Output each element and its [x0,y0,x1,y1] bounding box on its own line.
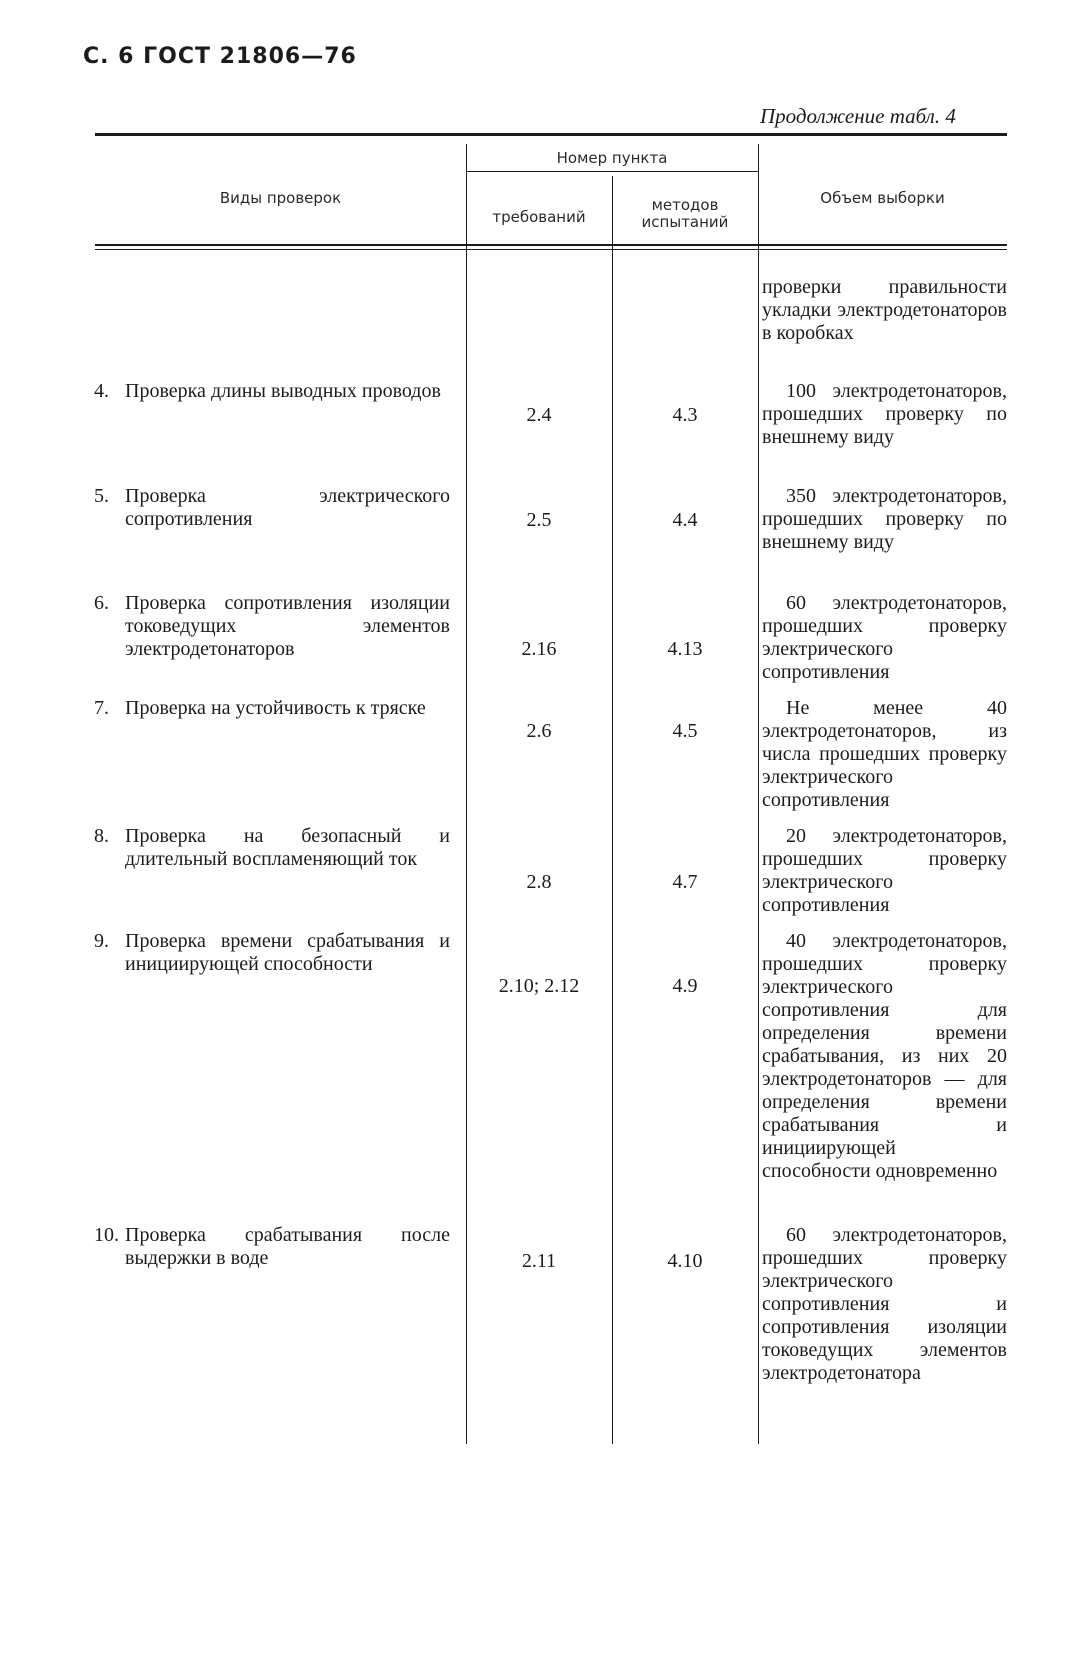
check-type: Проверка длины выводных проводов [125,380,441,402]
table-row-9-name [94,930,450,976]
column-divider-3 [758,144,759,1444]
header-item-number: Номер пункта [556,149,668,167]
table-row-5-name [94,485,450,531]
table-row-4-met: 4.3 [672,404,698,426]
table-row-5-req: 2.5 [526,509,552,531]
check-type: Проверка времени срабатывания и инициирующей способности [125,930,450,975]
table-row-7-name [94,697,450,720]
sample-size-text: 60 электродетонаторов, прошедших проверку электрического сопротивления и сопротивления изоляции токоведущих элементов электродетонатора [762,1224,1007,1384]
table-row-9-volume [762,930,1007,1183]
page-header: С. 6 ГОСТ 21806—76 [83,44,357,69]
sample-size-text: 100 электродетонаторов, прошедших проверку по внешнему виду [762,380,1007,448]
table-row-4-name [94,380,450,403]
column-divider-1 [466,144,467,1444]
table-row-7-req: 2.6 [526,720,552,742]
table-row-10-name [94,1224,450,1270]
sample-size-text: 40 электродетонаторов, прошедших проверку электрического сопротивления для определения времени срабатывания, из них 20 электродетонаторов — для определения времени срабатывания и инициирующей способности одновременно [762,930,1007,1182]
header-test-methods [612,197,758,231]
check-type: Проверка срабатывания после выдержки в воде [125,1224,450,1269]
header-bottom-rule-1 [95,244,1007,246]
sample-size-text: 60 электродетонаторов, прошедших проверку электрического сопротивления [762,592,1007,683]
check-type: Проверка сопротивления изоляции токоведущих элементов электродетонаторов [125,592,450,660]
table-row-5-volume [762,485,1007,554]
check-type: Проверка на устойчивость к тряске [125,697,426,719]
header-test-methods-line2: испытаний [641,213,729,231]
header-sample-size: Объем выборки [820,189,945,207]
table-row-8-met: 4.7 [672,871,698,893]
table-row-4-req: 2.4 [526,404,552,426]
row-number: 9. [94,930,109,952]
table-row-4-volume [762,380,1007,449]
carryover-sample-size-text: проверки правильности укладки электродетонаторов в коробках [762,276,1007,344]
table-row-6-volume [762,592,1007,684]
table-top-rule [95,133,1007,136]
header-check-types: Виды проверок [219,189,342,207]
table-row-7-met: 4.5 [672,720,698,742]
table-row-8-name [94,825,450,871]
header-requirements: требований [492,208,586,226]
table-row-6-name [94,592,450,661]
carryover-sample-size [762,276,1007,345]
sample-size-text: 20 электродетонаторов, прошедших проверку электрического сопротивления [762,825,1007,916]
sample-size-text: Не менее 40 электродетонаторов, из числа прошедших проверку электрического сопротивления [762,697,1007,811]
table-row-9-met: 4.9 [672,975,698,997]
table-row-8-volume [762,825,1007,917]
table-row-9-req: 2.10; 2.12 [498,975,580,997]
row-number: 8. [94,825,109,847]
header-test-methods-line1: методов [651,196,719,214]
table-row-10-volume [762,1224,1007,1385]
row-number: 10. [94,1224,119,1246]
header-bottom-rule-2 [95,249,1007,250]
table-row-5-met: 4.4 [672,509,698,531]
table-row-7-volume [762,697,1007,812]
table-row-6-met: 4.13 [667,638,703,660]
row-number: 4. [94,380,109,402]
table-row-10-met: 4.10 [667,1250,703,1272]
check-type: Проверка на безопасный и длительный воспламеняющий ток [125,825,450,870]
table-row-8-req: 2.8 [526,871,552,893]
row-number: 5. [94,485,109,507]
table-continuation-label: Продолжение табл. 4 [760,104,956,128]
table-row-6-req: 2.16 [521,638,557,660]
row-number: 7. [94,697,109,719]
sample-size-text: 350 электродетонаторов, прошедших проверку по внешнему виду [762,485,1007,553]
check-type: Проверка электрического сопротивления [125,485,450,530]
header-subdivider [466,171,758,172]
row-number: 6. [94,592,109,614]
table-row-10-req: 2.11 [521,1250,557,1272]
